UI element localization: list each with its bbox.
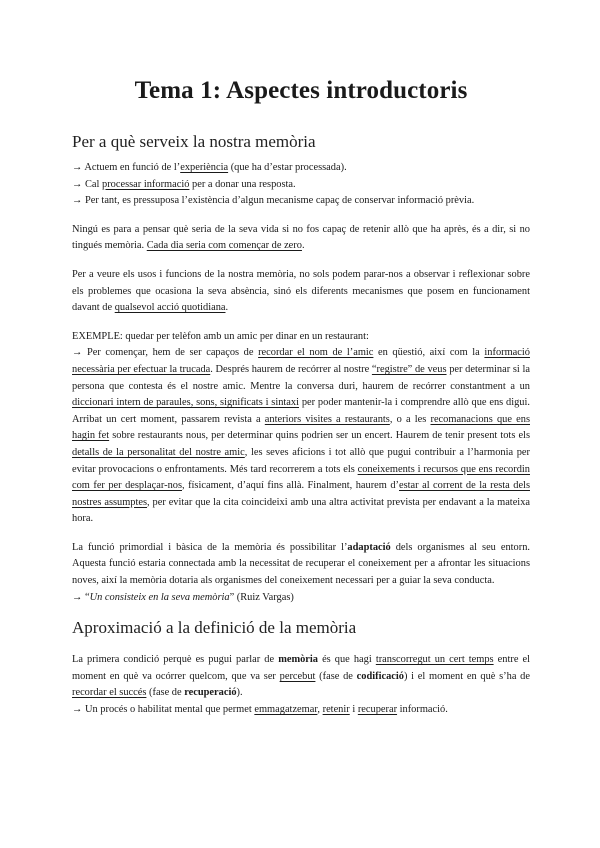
paragraph-function: La funció primordial i bàsica de la memòria és possibilitar l’adaptació dels organismes al seu entorn. Aquesta funció estaria connectada amb la necessitat de recuperar el coneixement per a afrontar les situacions noves, així la memòria dotaria als organismes del coneixement necessari per a guiar la seva conducta. bbox=[72, 541, 530, 587]
quote-line: → “Un consisteix en la seva memòria” (Ruiz Vargas) bbox=[72, 591, 294, 603]
section-heading-purpose: Per a què serveix la nostra memòria bbox=[72, 132, 316, 151]
example-block bbox=[72, 329, 530, 528]
paragraph-uses: Per a veure els usos i funcions de la nostra memòria, no sols podem parar-nos a observar i reflexionar sobre els problemes que ocasiona la seva absència, sinó els diferents mecanismes que posem en funcionament davant de qualsevol acció quotidiana. bbox=[72, 268, 530, 314]
list-item: → Per tant, es pressuposa l’existència d’algun mecanisme capaç de conservar informació prèvia. bbox=[72, 195, 475, 207]
definition-summary: → Un procés o habilitat mental que permet emmagatzemar, retenir i recuperar informació. bbox=[72, 704, 448, 716]
paragraph-nobody: Ningú es para a pensar què seria de la seva vida si no fos capaç de retenir allò que ha après, és a dir, si no tingués memòria. Cada dia seria com començar de zero. bbox=[72, 223, 530, 252]
example-paragraph: → Per començar, hem de ser capaços de recordar el nom de l’amic en qüestió, així com la informació necessària per efectuar la trucada. Després haurem de recórrer al nostre “registre” de veus per determinar si la persona que contesta és el nostre amic. Mentre la conversa duri, haurem de recórrer constantment a un diccionari intern de paraules, sons, significats i sintaxi per poder mantenir-la i comprendre allò que ens digui. Arribat un cert moment, passarem revista a anteriors visites a restaurants, o a les recomanacions que ens hagin fet sobre restaurants nous, per determinar quins podrien ser un encert. Haurem de tenir present tots els detalls de la personalitat del nostre amic, les seves aficions i tot allò que pugui contribuir a l’harmonia per evitar provocacions o enfrontaments. Més tard recorrerem a tots els coneixements i recursos que ens recordin com fer per desplaçar-nos, físicament, d’aquí fins allà. Finalment, haurem d’estar al corrent de la resta dels nostres assumptes, per evitar que la cita coincideixi amb una altra activitat prevista per endavant a la mateixa hora. bbox=[72, 347, 531, 525]
list-item: → Cal processar informació per a donar una resposta. bbox=[72, 178, 296, 190]
example-heading: EXEMPLE: quedar per telèfon amb un amic per dinar en un restaurant: bbox=[72, 330, 369, 342]
section-heading-definition: Aproximació a la definició de la memòria bbox=[72, 618, 357, 638]
page-title: Tema 1: Aspectes introductoris bbox=[134, 77, 468, 104]
paragraph-definition: La primera condició perquè es pugui parlar de memòria és que hagi transcorregut un cert temps entre el moment en què va ocórrer quelcom, que va ser percebut (fase de codificació) i el moment en què s’ha de recordar el succés (fase de recuperació). bbox=[72, 654, 530, 699]
list-item: → Actuem en funció de l’experiència (que ha d’estar processada). bbox=[72, 162, 347, 173]
purpose-list bbox=[72, 160, 530, 210]
